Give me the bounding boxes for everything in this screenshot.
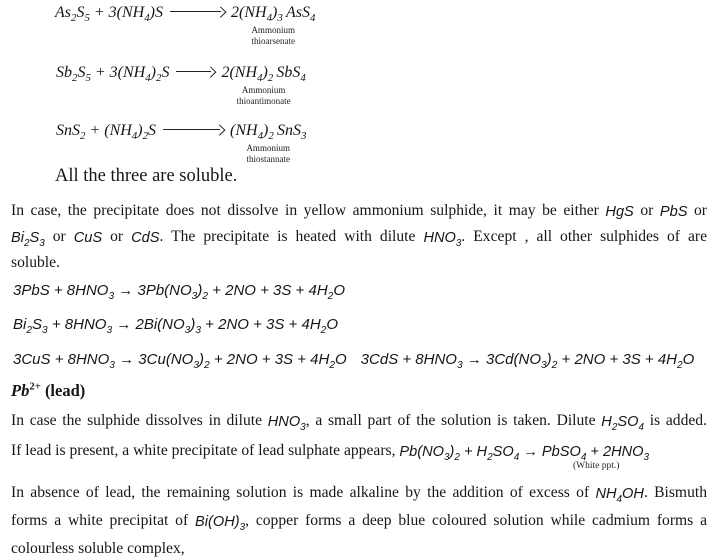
equation-cus-cds-hno3 xyxy=(13,350,694,370)
paragraph-line: soluble. xyxy=(11,254,60,271)
equation-product-block xyxy=(231,3,315,46)
equation-rhs: $2(NH_4)_2$ SbS$_4$ xyxy=(221,64,306,85)
product-name-label: Ammonium thioarsenate xyxy=(251,25,295,46)
equation-bi2s3-hno3: $Bi_2S_3 + 8HNO_3 \to 2Bi(NO_3)_3 + 2NO + 3S + 4H_2O$ xyxy=(13,316,339,336)
soluble-note: All the three are soluble. xyxy=(55,166,238,186)
paragraph-line: In absence of lead, the remaining solution is made alkaline by the addition of excess of $NH_4OH$. Bismuth xyxy=(11,484,707,505)
equation-lhs: $As_2S_5 + 3(NH_4)S$ xyxy=(55,4,163,25)
reaction-arrow-icon xyxy=(176,67,214,77)
paragraph-line: In case, the precipitate does not dissolve in yellow ammonium sulphide, it may be either HgS or PbS or xyxy=(11,202,708,220)
paragraph-no-dissolve xyxy=(11,198,707,276)
paragraph-lead-test xyxy=(11,406,707,466)
product-name-label: Ammonium thiostannate xyxy=(246,143,290,164)
reaction-arrow-icon xyxy=(170,7,224,17)
equation-rhs: $2(NH_4)_3$ AsS$_4$ xyxy=(231,4,316,25)
equation-lhs: $Sb_2S_5 + 3(NH_4)_2S$ xyxy=(56,64,170,85)
equation-product-block xyxy=(230,121,306,164)
paragraph-line: colourless soluble complex, xyxy=(11,540,185,557)
equation-thiostannate xyxy=(56,121,306,164)
equation-product-block xyxy=(221,63,305,106)
paragraph-line: If lead is present, a white precipitate of lead sulphate appears, $Pb(NO_3)_2 + H_2SO_4$ → PbSO$_4$ + $2HNO_3$ xyxy=(11,442,650,463)
equation-cus-hno3: $3CuS + 8HNO_3 \to 3Cu(NO_3)_2 + 2NO + 3S + 4H_2O$ xyxy=(13,351,347,371)
product-name-label: Ammonium thioantimonate xyxy=(236,85,291,106)
paragraph-no-lead xyxy=(11,479,707,558)
reaction-arrow-icon xyxy=(163,125,223,135)
equation-cds-hno3: $3CdS + 8HNO_3 \to 3Cd(NO_3)_2 + 2NO + 3S + 4H_2O$ xyxy=(360,351,695,371)
equation-rhs: $(NH_4)_2$ SnS$_3$ xyxy=(230,122,307,143)
paragraph-line: $Bi_2S_3$ or CuS or CdS. The precipitate is heated with dilute $HNO_3$. Except , all other sulphides of are xyxy=(11,228,707,249)
equation-lhs: $SnS_2 + (NH_4)_2S$ xyxy=(56,122,156,143)
paragraph-line: In case the sulphide dissolves in dilute $HNO_3$, a small part of the solution is taken. Dilute $H_2SO_4$ is added. xyxy=(11,412,707,433)
equation-pbs-hno3: $3PbS + 8HNO_3 \to 3Pb(NO_3)_2 + 2NO + 3S + 4H_2O$ xyxy=(13,282,346,302)
white-ppt-label: (White ppt.) xyxy=(573,461,620,471)
equation-thioantimonate xyxy=(56,63,306,106)
lead-section-heading: $Pb^{2+}$ (lead) xyxy=(11,380,86,400)
equation-thioarsenate xyxy=(55,3,315,46)
paragraph-line: forms a white precipitat of $Bi(OH)_3$, copper forms a deep blue coloured solution while cadmium forms a xyxy=(11,512,707,533)
